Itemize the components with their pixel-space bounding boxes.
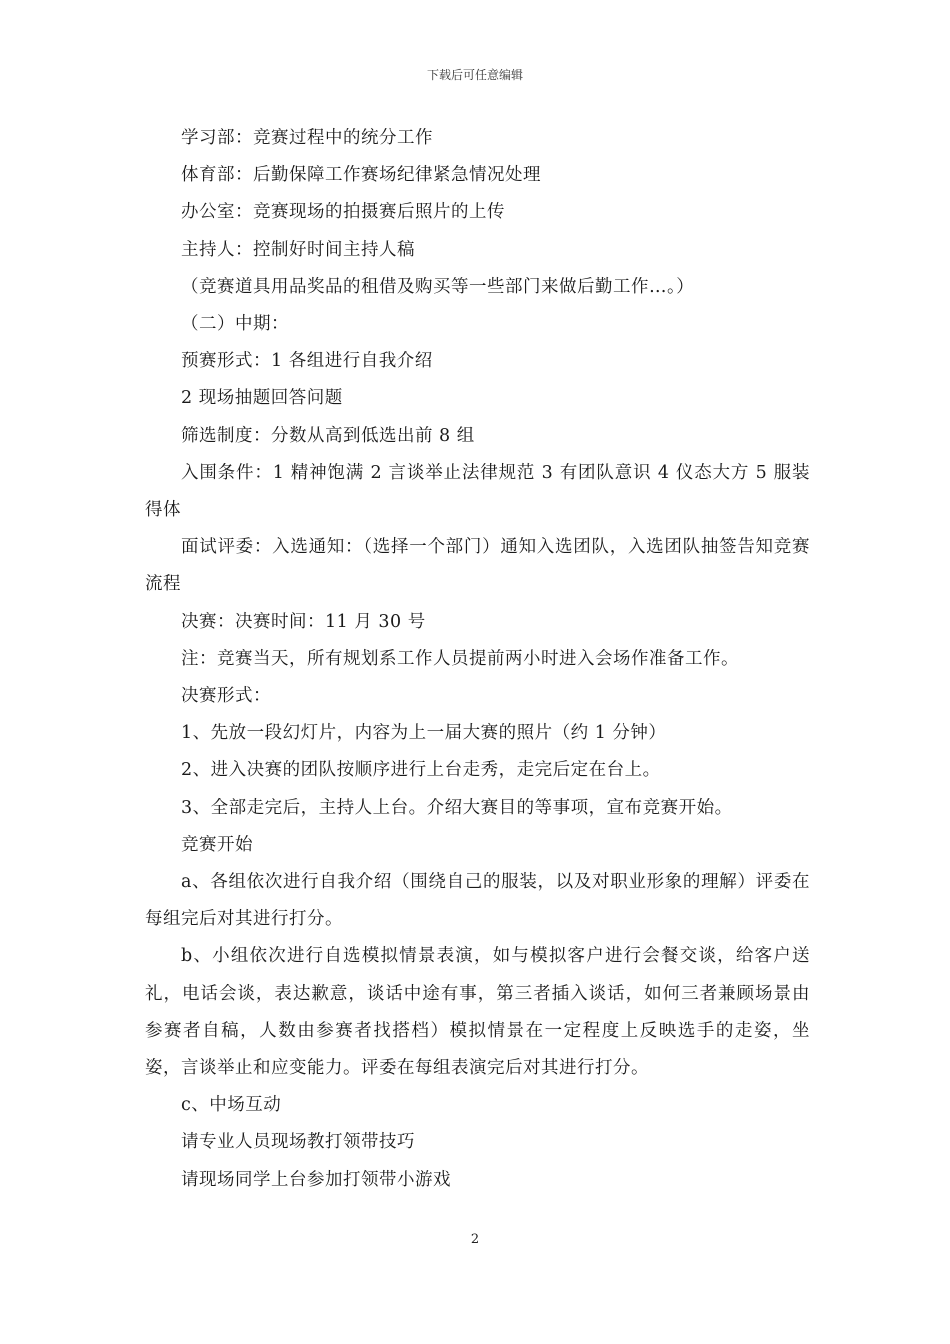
paragraph: 学习部：竞赛过程中的统分工作: [181, 128, 433, 148]
paragraph: 主持人：控制好时间主持人稿: [181, 239, 415, 260]
paragraph: 面试评委：入选通知：（选择一个部门）通知入选团队，入选团队抽签告知竞赛流程: [145, 537, 810, 595]
paragraph: b、小组依次进行自选模拟情景表演，如与模拟客户进行会餐交谈，给客户送礼，电话会谈，表达歉意，谈话中途有事，第三者插入谈话，如何三者兼顾场景由参赛者自稿，人数由参赛者找搭档）模拟情景在一定程度上反映选手的走姿，坐姿，言谈举止和应变能力。评委在每组表演完后对其进行打分。: [145, 946, 810, 1079]
paragraph: （二）中期：: [181, 314, 289, 335]
paragraph: 注：竞赛当天，所有规划系工作人员提前两小时进入会场作准备工作。: [181, 648, 739, 669]
paragraph: 筛选制度：分数从高到低选出前 8 组: [181, 425, 475, 446]
paragraph: 决赛：决赛时间：11 月 30 号: [181, 611, 426, 632]
paragraph: 竞赛开始: [181, 834, 253, 855]
paragraph: 请现场同学上台参加打领带小游戏: [181, 1169, 451, 1190]
paragraph: c、中场互动: [181, 1095, 282, 1116]
paragraph: 决赛形式：: [181, 686, 271, 707]
page-number: 2: [470, 1232, 480, 1247]
page-header-note: 下载后可任意编辑: [426, 68, 523, 82]
paragraph: 办公室：竞赛现场的拍摄赛后照片的上传: [181, 202, 505, 223]
document-body: [145, 120, 810, 1199]
paragraph: 体育部：后勤保障工作赛场纪律紧急情况处理: [181, 165, 541, 186]
paragraph: 预赛形式：1 各组进行自我介绍: [181, 351, 433, 372]
paragraph: 2 现场抽题回答问题: [181, 388, 343, 409]
paragraph: 1、先放一段幻灯片，内容为上一届大赛的照片（约 1 分钟）: [181, 723, 667, 744]
paragraph: 入围条件：1 精神饱满 2 言谈举止法律规范 3 有团队意识 4 仪态大方 5 服装得体: [145, 462, 810, 521]
paragraph: a、各组依次进行自我介绍（围绕自己的服装，以及对职业形象的理解）评委在每组完后对其进行打分。: [145, 872, 810, 930]
paragraph: （竞赛道具用品奖品的租借及购买等一些部门来做后勤工作…。）: [181, 276, 695, 297]
paragraph: 请专业人员现场教打领带技巧: [181, 1132, 415, 1153]
paragraph: 2、进入决赛的团队按顺序进行上台走秀，走完后定在台上。: [181, 760, 661, 781]
paragraph: 3、全部走完后，主持人上台。介绍大赛目的等事项，宣布竞赛开始。: [181, 797, 733, 818]
